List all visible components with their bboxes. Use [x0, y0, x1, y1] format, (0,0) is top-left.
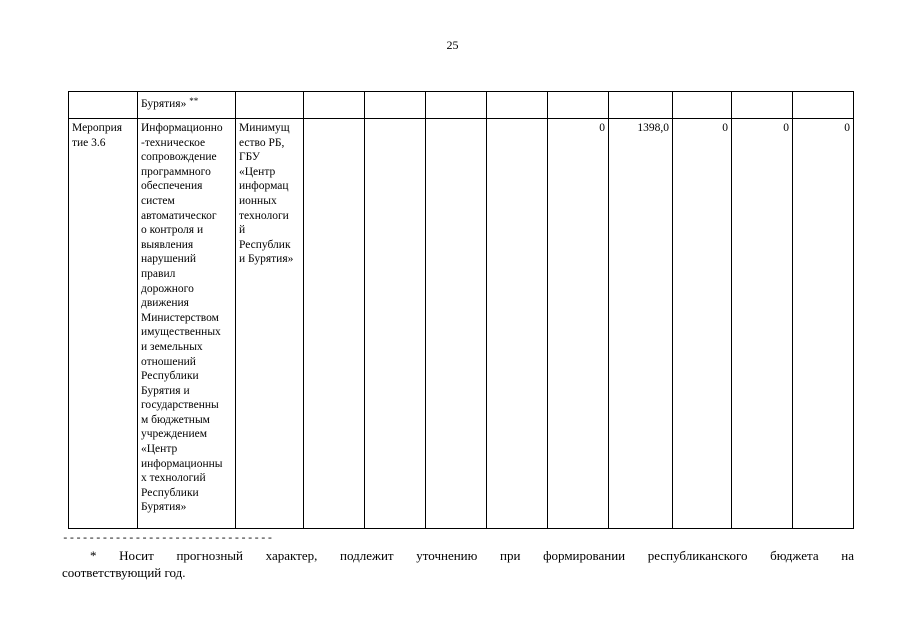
footnote-marker: ** [189, 96, 199, 106]
responsible-executor-cell [236, 119, 304, 529]
table-cell [426, 92, 487, 119]
footnote [62, 548, 854, 581]
value-cell: 0 [548, 119, 609, 529]
measure-number: Мероприя тие 3.6 [72, 122, 123, 149]
page-number: 25 [446, 38, 459, 52]
table-cell [673, 92, 732, 119]
table-row-continuation [69, 92, 854, 119]
value-cell: 1398,0 [609, 119, 673, 529]
footnote-separator: -------------------------------- [62, 533, 274, 545]
footnote-line-1: * Носит прогнозный характер, подлежит уточнению при формировании республиканского бюджета на [90, 548, 854, 563]
value-cell [487, 119, 548, 529]
measure-number-cell [69, 119, 138, 529]
table-row-measure-3-6 [69, 119, 854, 529]
table-cell [236, 92, 304, 119]
measure-description: Информационно -техническое сопровождение программного обеспечения систем автоматическог о контроля и выявления нарушений правил дорожного движения Министерством имущественных и земельных отношений Республики Бурятия и государственны м бюджетным учреждением «Центр информационны х технологий Республики Бурятия» [141, 122, 223, 514]
table-cell [365, 92, 426, 119]
value-cell: 0 [673, 119, 732, 529]
table-cell [793, 92, 854, 119]
table-cell [304, 92, 365, 119]
program-table [68, 91, 854, 529]
footnote-line-2: соответствующий год. [62, 564, 186, 580]
value-cell: 0 [793, 119, 854, 529]
table-cell [732, 92, 793, 119]
table-cell [487, 92, 548, 119]
table-cell [548, 92, 609, 119]
value-cell [304, 119, 365, 529]
continuation-text: Бурятия» [141, 98, 190, 110]
responsible-executor: Минимущ ество РБ, ГБУ «Центр информац ионных технологи й Республик и Бурятия» [239, 122, 294, 266]
measure-description-cell [138, 119, 236, 529]
table-cell [69, 92, 138, 119]
table-cell [609, 92, 673, 119]
table-cell [138, 92, 236, 119]
value-cell [365, 119, 426, 529]
value-cell: 0 [732, 119, 793, 529]
value-cell [426, 119, 487, 529]
